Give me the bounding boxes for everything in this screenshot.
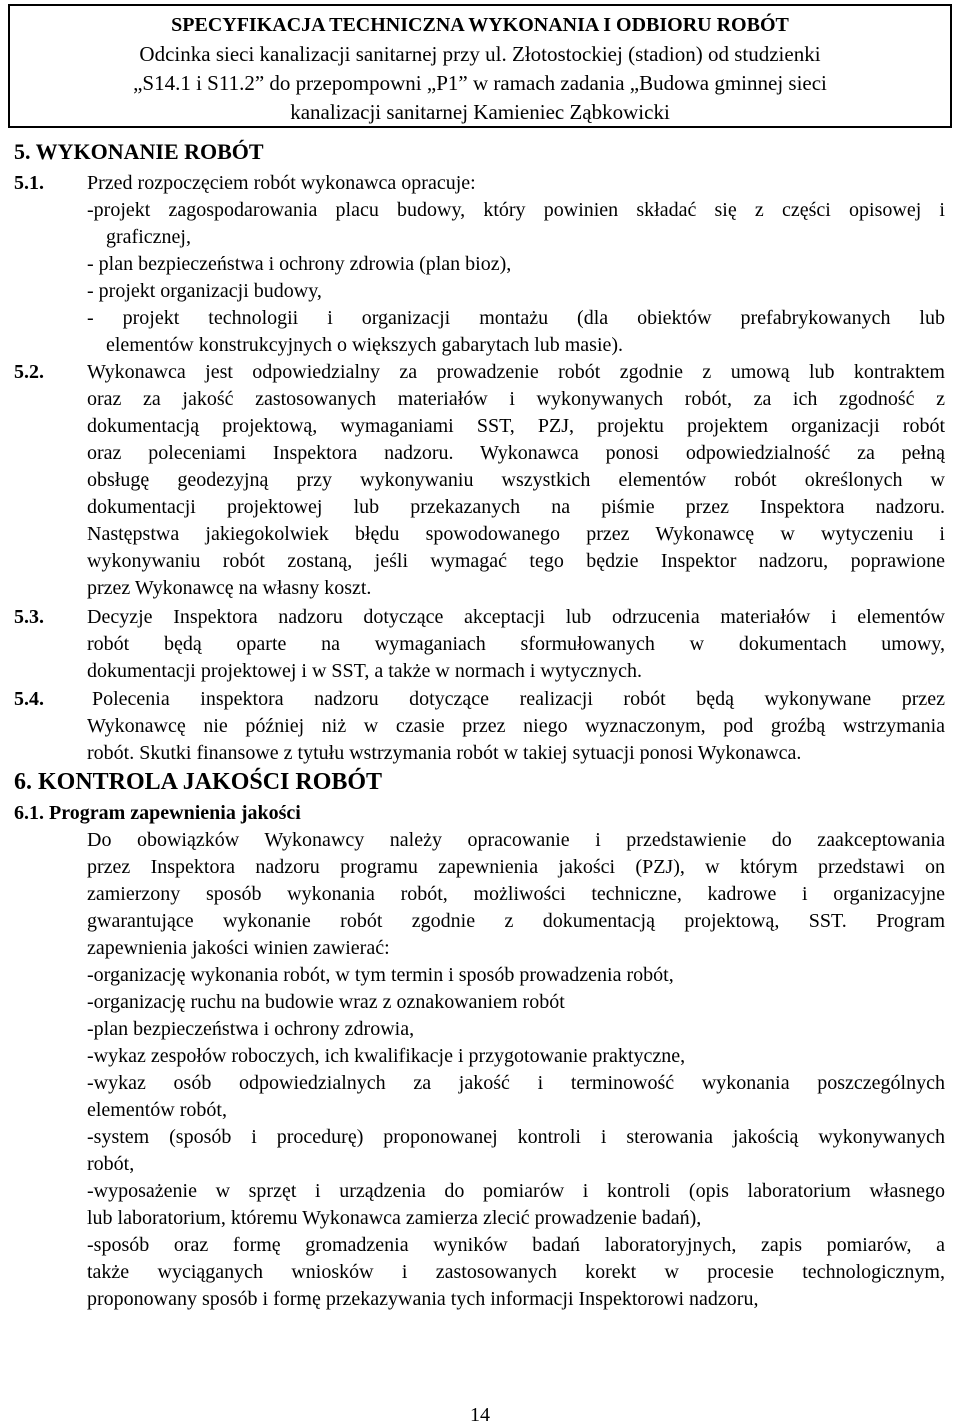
section-5-heading: 5. WYKONANIE ROBÓT bbox=[14, 139, 264, 164]
list-item: - projekt technologii i organizacji montażu (dla obiektów prefabrykowanych lub bbox=[87, 307, 945, 329]
section-6-heading: 6. KONTROLA JAKOŚCI ROBÓT bbox=[14, 769, 383, 795]
paragraph-line: Następstwa jakiegokolwiek błędu spowodowanego przez Wykonawcę w wytyczeniu i bbox=[87, 523, 945, 545]
header-subtitle-line-2: „S14.1 i S11.2” do przepompowni „P1” w ramach zadania „Budowa gminnej sieci bbox=[133, 71, 827, 95]
header-subtitle-line-1: Odcinka sieci kanalizacji sanitarnej przy ul. Złotostockiej (stadion) od studzienki bbox=[139, 42, 821, 66]
list-item: -wykaz osób odpowiedzialnych za jakość i terminowość wykonania poszczególnych bbox=[87, 1072, 945, 1094]
paragraph-line: dokumentacji projektowej i w SST, a także w normach i wytycznych. bbox=[87, 660, 643, 682]
header-subtitle-line-3: kanalizacji sanitarnej Kamieniec Ząbkowicki bbox=[290, 100, 670, 124]
list-item: -sposób oraz formę gromadzenia wyników badań laboratoryjnych, zapis pomiarów, a bbox=[87, 1234, 945, 1256]
paragraph-line: wykonywaniu robót zostaną, jeśli wymagać tego będzie Inspektor nadzoru, poprawione bbox=[87, 550, 945, 572]
paragraph-line: zapewnienia jakości winien zawierać: bbox=[87, 937, 390, 959]
list-item: -system (sposób i procedurę) proponowanej kontroli i sterowania jakością wykonywanych bbox=[87, 1126, 945, 1148]
list-item-continuation: elementów robót, bbox=[87, 1099, 227, 1121]
list-item-continuation: proponowany sposób i formę przekazywania tych informacji Inspektorowi nadzoru, bbox=[87, 1288, 759, 1310]
paragraph-line: przez Inspektora nadzoru programu zapewnienia jakości (PZJ), w którym przedstawi on bbox=[87, 856, 945, 878]
document-header bbox=[8, 4, 952, 128]
list-item: -wykaz zespołów roboczych, ich kwalifikacje i przygotowanie praktyczne, bbox=[87, 1045, 686, 1067]
list-item: -organizację wykonania robót, w tym termin i sposób prowadzenia robót, bbox=[87, 964, 674, 986]
header-title: SPECYFIKACJA TECHNICZNA WYKONANIA I ODBIORU ROBÓT bbox=[171, 14, 789, 36]
paragraph-line: -projekt zagospodarowania placu budowy, który powinien składać się z części opisowej i bbox=[87, 199, 945, 221]
paragraph-line: oraz za jakość zastosowanych materiałów i wykonywanych robót, za ich zgodność z bbox=[87, 388, 945, 410]
paragraph-line: robót. Skutki finansowe z tytułu wstrzymania robót w takiej sytuacji ponosi Wykonawca. bbox=[87, 742, 802, 764]
paragraph-line: zamierzony sposób wykonania robót, możliwości techniczne, kadrowe i organizacyjne bbox=[87, 883, 945, 905]
paragraph-line: przez Wykonawcę na własny koszt. bbox=[87, 577, 372, 599]
paragraph-5-4-number: 5.4. bbox=[14, 688, 44, 710]
paragraph-line: Wykonawcę nie później niż w czasie przez niego wyznaczonym, pod groźbą wstrzymania bbox=[87, 715, 945, 737]
list-item: -wyposażenie w sprzęt i urządzenia do pomiarów i kontroli (opis laboratorium własnego bbox=[87, 1180, 945, 1202]
list-item-continuation: także wyciąganych wniosków i zastosowanych korekt w procesie technologicznym, bbox=[87, 1261, 945, 1283]
list-item-continuation: lub laboratorium, któremu Wykonawca zamierza zlecić prowadzenie badań), bbox=[87, 1207, 702, 1229]
paragraph-5-3-number: 5.3. bbox=[14, 606, 44, 628]
list-item: - plan bezpieczeństwa i ochrony zdrowia (plan bioz), bbox=[87, 253, 512, 275]
paragraph-line: robót będą oparte na wymaganiach sformułowanych w dokumentach umowy, bbox=[87, 633, 945, 655]
paragraph-5-1-number: 5.1. bbox=[14, 172, 44, 194]
paragraph-line: Do obowiązków Wykonawcy należy opracowanie i przedstawienie do zaakceptowania bbox=[87, 829, 945, 851]
paragraph-line: Polecenia inspektora nadzoru dotyczące realizacji robót będą wykonywane przez bbox=[92, 688, 945, 710]
subsection-6-1-heading: 6.1. Program zapewnienia jakości bbox=[14, 802, 301, 824]
paragraph-line: oraz poleceniami Inspektora nadzoru. Wykonawca ponosi odpowiedzialność za pełną bbox=[87, 442, 945, 464]
paragraph-line: obsługę geodezyjną przy wykonywaniu wszystkich elementów robót określonych w bbox=[87, 469, 945, 491]
list-item: -organizację ruchu na budowie wraz z oznakowaniem robót bbox=[87, 991, 565, 1013]
paragraph-line: graficznej, bbox=[106, 226, 191, 248]
paragraph-line: gwarantujące wykonanie robót zgodnie z dokumentacją projektową, SST. Program bbox=[87, 910, 945, 932]
paragraph-line: elementów konstrukcyjnych o większych gabarytach lub masie). bbox=[106, 334, 624, 356]
paragraph-line: Decyzje Inspektora nadzoru dotyczące akceptacji lub odrzucenia materiałów i elementów bbox=[87, 606, 945, 628]
page-number: 14 bbox=[470, 1404, 490, 1426]
list-item-continuation: robót, bbox=[87, 1153, 135, 1175]
paragraph-line: dokumentacji projektowej lub przekazanych na piśmie przez Inspektora nadzoru. bbox=[87, 496, 945, 518]
list-item: - projekt organizacji budowy, bbox=[87, 280, 322, 302]
paragraph-line: dokumentacją projektową, wymaganiami SST, PZJ, projektu projektem organizacji robót bbox=[87, 415, 945, 437]
paragraph-line: Przed rozpoczęciem robót wykonawca opracuje: bbox=[87, 172, 476, 194]
list-item: -plan bezpieczeństwa i ochrony zdrowia, bbox=[87, 1018, 415, 1040]
paragraph-line: Wykonawca jest odpowiedzialny za prowadzenie robót zgodnie z umową lub kontraktem bbox=[87, 361, 945, 383]
paragraph-5-2-number: 5.2. bbox=[14, 361, 44, 383]
